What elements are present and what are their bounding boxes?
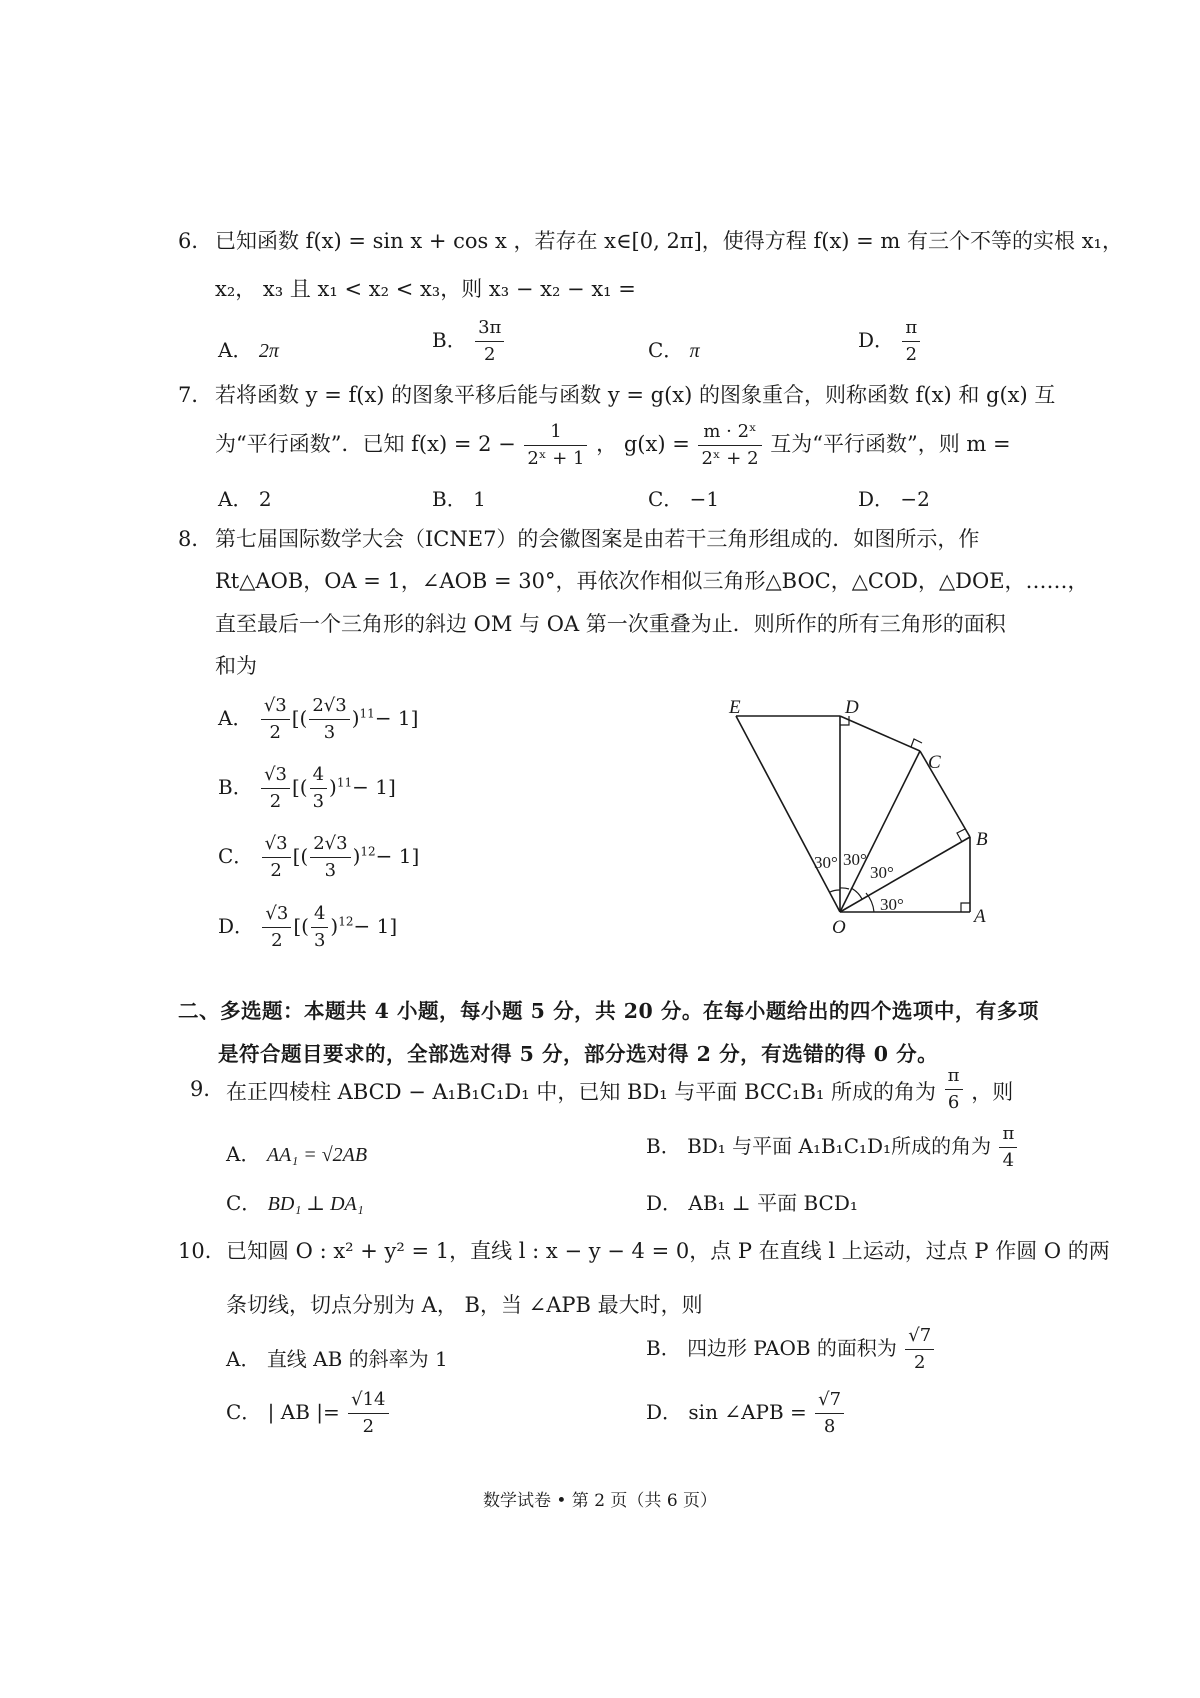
fraction-denominator: 4: [1002, 1150, 1015, 1171]
q10-option-c: [226, 1390, 391, 1437]
fraction-numerator: √7: [905, 1326, 934, 1350]
fraction-denominator: 3: [313, 930, 326, 951]
q10-option-a: [226, 1343, 448, 1372]
fraction-denominator: 3: [323, 722, 336, 743]
stem-text: ，则: [971, 1080, 1014, 1104]
option-label: A．: [218, 487, 253, 511]
q6-option-c: [648, 334, 700, 363]
option-text: AA₁ = √2AB: [266, 1144, 368, 1166]
q8-option-c: C． $\frac{√3}{2}$ [( $\frac{2√3}{3}$ )$^{12}$− 1]: [218, 833, 420, 881]
fraction-numerator: √14: [348, 1390, 388, 1414]
option-label: C．: [226, 1191, 262, 1215]
q10-option-b: [646, 1326, 936, 1373]
option-tail: − 1]: [375, 844, 420, 868]
option-label: B．: [432, 328, 467, 352]
exponent: 12: [360, 844, 376, 859]
fraction: [945, 1066, 963, 1113]
coef-fraction: [261, 765, 290, 812]
angle-label: 30°: [843, 850, 867, 869]
base-fraction: [310, 834, 350, 881]
fraction-denominator: 2: [269, 722, 281, 743]
option-label: D．: [858, 328, 895, 352]
option-label: C．: [648, 338, 684, 362]
fraction-numerator: 4: [311, 904, 328, 928]
stem-text: 在正四棱柱 ABCD − A₁B₁C₁D₁ 中，已知 BD₁ 与平面 BCC₁B₁ 所成的角为: [226, 1080, 936, 1104]
option-fraction: [902, 318, 920, 365]
q7-option-a: [218, 483, 272, 512]
q8-stem-line1: 第七届国际数学大会（ICNE7）的会徽图案是由若干三角形组成的．如图所示，作: [215, 527, 980, 551]
point-label-d: D: [845, 697, 859, 718]
point-label-b: B: [976, 829, 988, 850]
segment-oc: [840, 751, 920, 912]
q8-option-b: B． $\frac{√3}{2}$ [( $\frac{4}{3}$ )$^{11}$− 1]: [218, 764, 396, 812]
angle-arc: [830, 890, 840, 892]
option-text: AB₁ ⊥ 平面 BCD₁: [688, 1191, 858, 1215]
option-label: A．: [226, 1142, 261, 1166]
option-text: sin ∠APB =: [688, 1400, 807, 1424]
fraction: [524, 422, 587, 469]
fraction-denominator: 3: [324, 860, 337, 881]
option-text: BD₁ ⊥ DA₁: [267, 1193, 364, 1215]
angle-label: 30°: [870, 863, 894, 882]
q8-stem-line2: Rt△AOB，OA = 1，∠AOB = 30°，再依次作相似三角形△BOC，△COD，△DOE，……，: [215, 569, 1089, 593]
q6-stem-line2: x₂， x₃ 且 x₁ < x₂ < x₃，则 x₃ − x₂ − x₁ =: [215, 277, 636, 301]
coef-fraction: [261, 696, 290, 743]
option-fraction: [475, 318, 504, 365]
fraction-numerator: 2√3: [310, 834, 350, 858]
section2-heading-line2: 是符合题目要求的，全部选对得 5 分，部分选对得 2 分，有选错的得 0 分。: [218, 1042, 939, 1066]
q9-option-c: [226, 1187, 364, 1216]
q10-number: 10．: [178, 1239, 226, 1263]
q6-option-d: [858, 318, 922, 365]
exponent: 11: [336, 775, 353, 790]
page-footer: 数学试卷 • 第 2 页（共 6 页）: [482, 1491, 718, 1511]
q8-number: 8．: [178, 527, 213, 551]
q9-option-d: [646, 1187, 858, 1216]
option-label: C．: [218, 844, 254, 868]
coef-fraction: [262, 834, 291, 881]
q7-stem-line1: 若将函数 y = f(x) 的图象平移后能与函数 y = g(x) 的图象重合，则称函数 f(x) 和 g(x) 互: [215, 383, 1056, 407]
fraction-numerator: √3: [262, 904, 291, 928]
option-label: C．: [226, 1400, 262, 1424]
q7-number: 7．: [178, 383, 213, 407]
segment-cd: [840, 716, 920, 751]
option-label: D．: [858, 487, 895, 511]
fraction-denominator: 6: [947, 1092, 960, 1113]
angle-arc: [851, 888, 862, 899]
fraction-denominator: 2ˣ + 2: [701, 448, 759, 469]
q8-option-d: D． $\frac{√3}{2}$ [( $\frac{4}{3}$ )$^{12}$− 1]: [218, 903, 398, 951]
angle-label: 30°: [880, 895, 904, 914]
option-label: D．: [218, 914, 255, 938]
q6-option-a: [218, 334, 279, 363]
base-fraction: [309, 696, 349, 743]
option-label: B．: [646, 1336, 681, 1360]
fraction-numerator: 2√3: [309, 696, 349, 720]
option-tail: − 1]: [353, 914, 398, 938]
q7-option-b: [432, 483, 486, 512]
fraction-numerator: m · 2ˣ: [698, 422, 761, 446]
option-text: −1: [689, 487, 720, 511]
q8-option-a: A． $\frac{√3}{2}$ [( $\frac{2√3}{3}$ )$^{11}$− 1]: [218, 695, 419, 743]
fraction-numerator: 1: [524, 422, 587, 446]
stem-text: 互为“平行函数”，则 m =: [770, 432, 1011, 456]
option-text: 1: [473, 487, 486, 511]
exponent: 11: [359, 706, 375, 721]
q10-option-d: [646, 1390, 846, 1437]
q9-option-b: [646, 1124, 1019, 1171]
exponent: 12: [338, 914, 354, 929]
option-text: 2: [258, 487, 272, 511]
fraction-numerator: √3: [261, 765, 290, 789]
q8-stem-line3: 直至最后一个三角形的斜边 OM 与 OA 第一次重叠为止．则所作的所有三角形的面积: [215, 612, 1006, 636]
option-text: | AB |=: [267, 1400, 340, 1424]
q6-option-b: [432, 318, 506, 365]
point-label-e: E: [729, 697, 741, 718]
fraction-numerator: π: [902, 318, 920, 342]
option-tail: − 1]: [352, 775, 396, 799]
option-label: A．: [218, 706, 253, 730]
q10-stem-line1: 已知圆 O : x² + y² = 1，直线 l : x − y − 4 = 0，点 P 在直线 l 上运动，过点 P 作圆 O 的两: [226, 1239, 1110, 1263]
base-fraction: [311, 904, 328, 951]
fraction-denominator: 8: [823, 1416, 836, 1437]
fraction-denominator: 2: [269, 791, 282, 812]
section2-heading-line1: 二、多选题：本题共 4 小题，每小题 5 分，共 20 分。在每小题给出的四个选项中，有多项: [178, 999, 1039, 1023]
segment-oe: [736, 716, 840, 912]
base-fraction: [310, 765, 327, 812]
fraction-numerator: √7: [815, 1390, 844, 1414]
q8-figure: [720, 690, 1020, 935]
q8-stem-line4: 和为: [215, 654, 257, 678]
q10-stem-line2: 条切线，切点分别为 A， B，当 ∠APB 最大时，则: [226, 1293, 703, 1317]
option-label: C．: [648, 487, 684, 511]
option-text: −2: [900, 487, 930, 511]
fraction-denominator: 2: [362, 1416, 375, 1437]
option-label: B．: [646, 1134, 681, 1158]
q9-stem: [226, 1065, 1014, 1113]
option-tail: − 1]: [374, 706, 419, 730]
right-angle-mark-a: [961, 903, 970, 912]
fraction-denominator: 3: [312, 791, 325, 812]
fraction: [698, 422, 761, 469]
point-label-c: C: [928, 752, 941, 773]
coef-fraction: [262, 904, 291, 951]
fraction-denominator: 2: [271, 930, 283, 951]
q9-number: 9．: [190, 1077, 225, 1101]
fraction-denominator: 2: [270, 860, 282, 881]
fraction-numerator: √3: [262, 834, 291, 858]
stem-text: ， g(x) =: [596, 432, 690, 456]
q9-option-a: [226, 1138, 367, 1167]
fraction-denominator: 2: [914, 1352, 926, 1373]
fraction-numerator: 4: [310, 765, 327, 789]
option-label: A．: [218, 338, 253, 362]
fraction-numerator: π: [945, 1066, 963, 1090]
fraction-numerator: π: [999, 1124, 1017, 1148]
option-label: A．: [226, 1347, 261, 1371]
fraction-numerator: √3: [261, 696, 290, 720]
option-fraction: [348, 1390, 388, 1437]
option-label: D．: [646, 1191, 683, 1215]
option-text: 2π: [258, 340, 279, 362]
q7-option-c: [648, 483, 719, 512]
option-fraction: [905, 1326, 934, 1373]
option-fraction: [999, 1124, 1017, 1171]
fraction-denominator: 2: [905, 344, 918, 365]
q6-number: 6．: [178, 229, 213, 253]
fraction-denominator: 2ˣ + 1: [527, 448, 585, 469]
q6-stem-line1: 已知函数 f(x) = sin x + cos x ，若存在 x∈[0, 2π]，使得方程 f(x) = m 有三个不等的实根 x₁，: [215, 229, 1123, 253]
stem-text: 为“平行函数”．已知 f(x) = 2 −: [215, 432, 516, 456]
option-label: D．: [646, 1400, 683, 1424]
right-angle-mark-c: [911, 739, 922, 747]
option-label: B．: [432, 487, 467, 511]
option-text: 直线 AB 的斜率为 1: [266, 1347, 448, 1371]
option-fraction: [815, 1390, 844, 1437]
point-label-a: A: [974, 906, 986, 927]
fraction-denominator: 2: [483, 344, 496, 365]
option-label: B．: [218, 775, 253, 799]
option-text: BD₁ 与平面 A₁B₁C₁D₁所成的角为: [687, 1134, 992, 1158]
angle-label: 30°: [814, 853, 838, 872]
angle-arc: [840, 888, 849, 889]
fraction-numerator: 3π: [475, 318, 504, 342]
q7-option-d: [858, 483, 930, 512]
option-text: π: [689, 340, 700, 362]
q7-stem-line2: [215, 422, 1011, 469]
point-label-o: O: [832, 917, 846, 935]
option-text: 四边形 PAOB 的面积为: [687, 1336, 897, 1360]
